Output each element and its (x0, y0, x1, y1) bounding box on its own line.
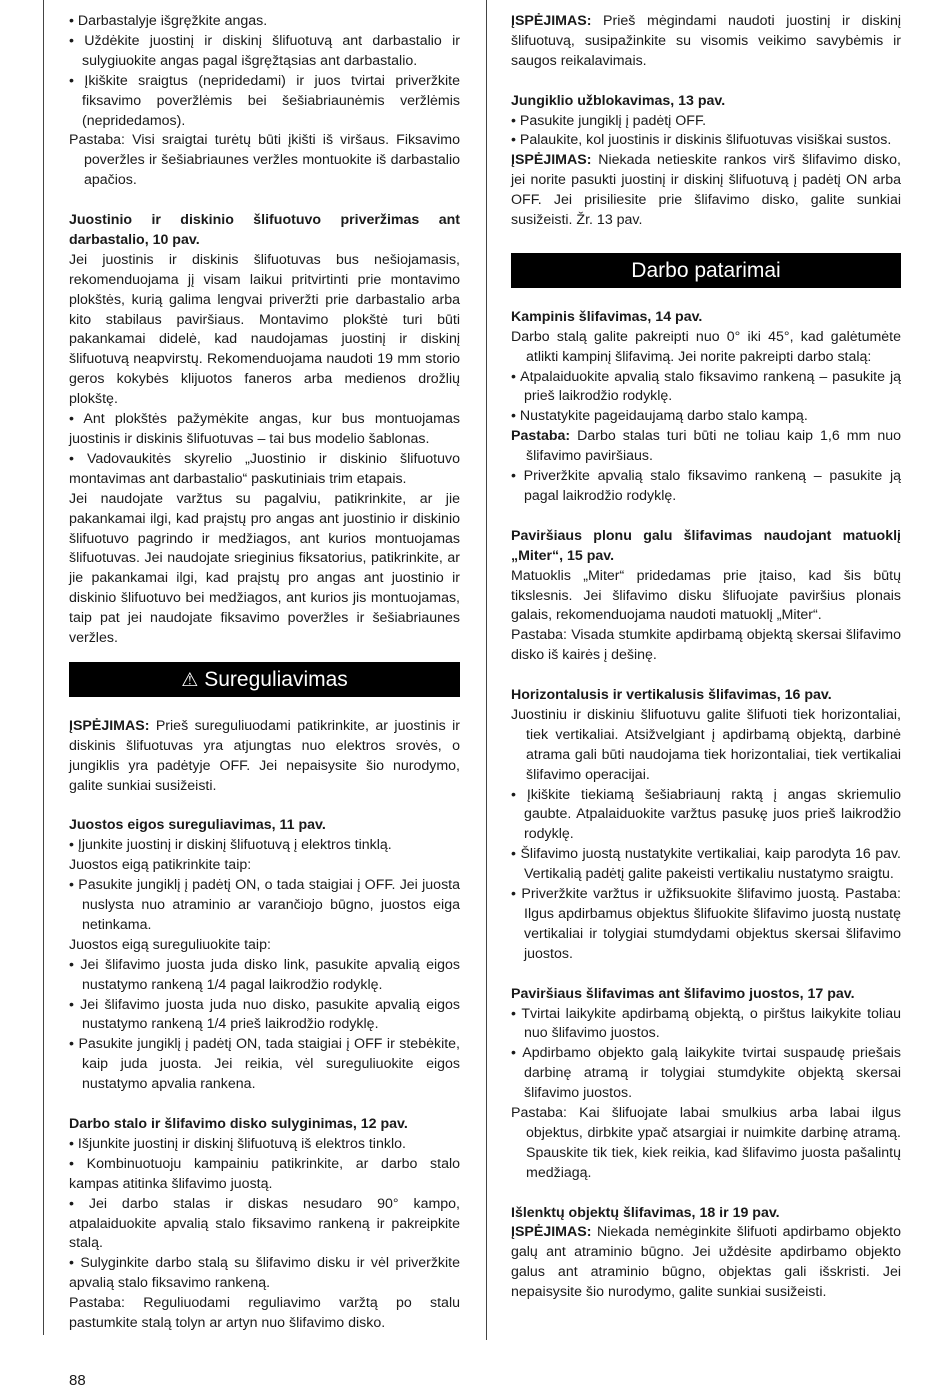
paragraph: Jei juostinis ir diskinis šlifuotuvas bus nešiojamasis, rekomenduojama jį visam laikui pritvirtinti prie montavimo plokštės, kurią galima lengvai priveržti prie darbastalio arba kito stabilaus paviršiaus. Montavimo plokštė turi būti pakankamai didelė, kad naudojamas juostinį ir diskinį šlifuotuvą neapvirstų. Rekomenduojama naudoti 19 mm storio geros kokybės klijuotos faneros arba medienos drožlių plokštę. (69, 251, 460, 408)
paragraph: Pastaba: Visada stumkite apdirbamą objektą skersai šlifavimo disko iš kairės į dešinę. (511, 627, 901, 664)
note-label: Pastaba: (511, 428, 571, 445)
paragraph: Juostos eigą sureguliuokite taip: (69, 936, 271, 953)
warning-paragraph (511, 12, 901, 72)
paragraph: • Nustatykite pageidaujamą darbo stalo kampą. (511, 408, 808, 425)
banner-title: Sureguliavimas (204, 667, 348, 691)
warning-paragraph (511, 1223, 901, 1303)
paragraph: • Pasukite jungiklį į padėtį ON, o tada staigiai į OFF. Jei juosta nuslysta nuo atraminio ar varančiojo būgno, juostos eiga netinkama. (69, 877, 460, 933)
section-heading: Juostinio ir diskinio šlifuotuvo priveržimas ant darbastalio, 10 pav. (69, 212, 460, 248)
warning-paragraph (511, 151, 901, 231)
section-heading: Kampinis šlifavimas, 14 pav. (511, 308, 703, 325)
warning-text: Prieš mėgindami naudoti juostinį ir diskinį šlifuotuvą, susipažinkite su visomis veikimo savybėmis ir saugos reikalavimais. (511, 13, 901, 69)
paragraph: • Tvirtai laikykite apdirbamą objektą, o pirštus laikykite toliau nuo šlifavimo juostos. (511, 1005, 901, 1042)
left-margin-rule (43, 0, 44, 1335)
paragraph: • Įkiškite sraigtus (nepridedami) ir juos tvirtai priveržkite fiksavimo poveržlėmis bei šešiabriaunėmis veržlėmis (nepridedamos). (69, 72, 460, 129)
paragraph: • Uždėkite juostinį ir diskinį šlifuotuvą ant darbastalio ir sulygiuokite angas pagal išgręžtąsias ant darbastalio. (69, 32, 460, 69)
warning-text: Niekada nemėginkite šlifuoti apdirbamo objekto galų ant atraminio būgno. Jei uždėsite apdirbamo objekto galus ant atraminio būgno, objektas gali išskristi. Jei nepaisysite šio nurodymo, galite sunkiai susižeisti. (511, 1224, 901, 1301)
paragraph: • Priveržkite apvalią stalo fiksavimo rankeną – pasukite ją pagal laikrodžio rodyklę. (511, 468, 901, 504)
section-heading: Juostos eigos sureguliavimas, 11 pav. (69, 817, 326, 834)
column-divider (486, 0, 487, 1340)
warning-paragraph (69, 717, 460, 797)
paragraph: • Šlifavimo juostą nustatykite vertikaliai, kaip parodyta 16 pav. Vertikalią padėtį galite pakeisti vertikaliu nustatymo sraigtu. (511, 846, 901, 883)
paragraph: • Darbastalyje išgręžkite angas. (69, 13, 268, 29)
section-heading: Išlenktų objektų šlifavimas, 18 ir 19 pav. (511, 1204, 780, 1221)
paragraph: • Priveržkite varžtus ir užfiksuokite šlifavimo juostą. Pastaba: Ilgus apdirbamus objektus šlifuokite šlifavimo juostą nustatę vertikaliai ir tolygiai stumdydami objektus skersai šlifavimo juostos. (511, 886, 901, 962)
paragraph: • Ant plokštės pažymėkite angas, kur bus montuojamas juostinis ir diskinis šlifuotuvas – tai bus modelio šablonas. (69, 411, 460, 448)
page-number: 88 (69, 1372, 86, 1389)
paragraph: • Pasukite jungiklį į padėtį ON, tada staigiai į OFF ir stebėkite, kaip juda juosta. Jei reikia, vėl sureguliuokite eigos nustatymo apvalia rankena. (69, 1036, 460, 1093)
section-heading: Jungiklio užblokavimas, 13 pav. (511, 92, 726, 109)
paragraph: Juostos eigą patikrinkite taip: (69, 857, 252, 874)
paragraph: Juostiniu ir diskiniu šlifuotuvu galite šlifuoti tiek horizontaliai, tiek vertikaliai. Atsižvelgiant į apdirbamą objektą, darbinė atrama gali būti naudojama tiek horizontaliai, tiek vertikaliai šlifavimo operacijai. (511, 706, 901, 783)
section-heading: Paviršiaus plonu galu šlifavimas naudojant matuoklį „Miter“, 15 pav. (511, 527, 901, 564)
paragraph: • Išjunkite juostinį ir diskinį šlifuotuvą iš elektros tinklo. (69, 1135, 406, 1152)
paragraph: • Įjunkite juostinį ir diskinį šlifuotuvą į elektros tinklą. (69, 837, 392, 854)
paragraph: • Vadovaukitės skyrelio „Juostinio ir diskinio šlifuotuvo montavimas ant darbastalio“ paskutiniais trim etapais. (69, 450, 460, 487)
warning-triangle-icon: ⚠ (181, 669, 199, 691)
paragraph: Pastaba: Reguliuodami reguliavimo varžtą po stalu pastumkite stalą tolyn ar artyn nuo šlifavimo disko. (69, 1295, 460, 1332)
section-heading: Paviršiaus šlifavimas ant šlifavimo juostos, 17 pav. (511, 985, 855, 1002)
paragraph: • Kombinuotuoju kampainiu patikrinkite, ar darbo stalo kampas atitinka šlifavimo juostą. (69, 1155, 460, 1192)
warning-text: Prieš sureguliuodami patikrinkite, ar juostinis ir diskinis šlifuotuvas yra atjungtas nuo elektros srovės, o jungiklis yra padėtyje OFF. Jei nepaisysite šio nurodymo, galite sunkiai susižeisti. (69, 717, 460, 794)
section-heading: Horizontalusis ir vertikalusis šlifavimas, 16 pav. (511, 687, 832, 704)
warning-label: ĮSPĖJIMAS: (511, 13, 592, 29)
warning-label: ĮSPĖJIMAS: (511, 1224, 592, 1241)
paragraph: • Apdirbamo objekto galą laikykite tvirtai suspaudę priešais darbinę atramą ir tolygiai stumdykite objektą skersai šlifavimo juostos. (511, 1045, 901, 1102)
paragraph: Pastaba: Kai šlifuojate labai smulkius arba labai ilgus objektus, dirbkite ypač atsargiai ir nuimkite darbinę atramą. Spauskite tik tiek, kiek reikia, kad šlifavimo juosta pašalintų medžiagą. (511, 1105, 901, 1181)
warning-label: ĮSPĖJIMAS: (511, 152, 592, 169)
warning-label: ĮSPĖJIMAS: (69, 717, 150, 734)
paragraph: • Įkiškite tiekiamą šešiabriaunį raktą į angas skriemulio gaubte. Atpalaiduokite varžtus pasukę juos prieš laikrodžio rodyklę. (511, 786, 901, 843)
paragraph: Darbo stalą galite pakreipti nuo 0° iki 45°, kad galėtumėte atlikti kampinį šlifavimą. Jei norite pakreipti darbo stalą: (511, 328, 901, 365)
section-heading: Darbo stalo ir šlifavimo disko sulyginimas, 12 pav. (69, 1115, 408, 1132)
section-banner-adjustments (69, 662, 460, 697)
note-text: Darbo stalas turi būti ne toliau kaip 1,6 mm nuo šlifavimo paviršiaus. (526, 428, 901, 465)
section-banner-work-tips: Darbo patarimai (511, 253, 901, 288)
paragraph: • Jei šlifavimo juosta juda nuo disko, pasukite apvalią eigos nustatymo rankeną 1/4 prieš laikrodžio rodyklę. (69, 996, 460, 1033)
paragraph: • Jei šlifavimo juosta juda disko link, pasukite apvalią eigos nustatymo rankeną 1/4 pagal laikrodžio rodyklę. (69, 956, 460, 993)
paragraph: Pastaba: Visi sraigtai turėtų būti įkišti iš viršaus. Fiksavimo poveržles ir šešiabriaunes veržles montuokite iš darbastalio apačios. (69, 132, 460, 189)
warning-text: Niekada netieskite rankos virš šlifavimo disko, jei norite pasukti juostinį ir diskinį šlifuotuvą į padėtį ON arba OFF. Jei prisiliesite prie šlifavimo disko, galite sunkiai susižeisti. Žr. 13 pav. (511, 152, 901, 229)
paragraph: • Pasukite jungiklį į padėtį OFF. (511, 112, 707, 129)
note-paragraph (511, 427, 901, 467)
paragraph: • Atpalaiduokite apvalią stalo fiksavimo rankeną – pasukite ją prieš laikrodžio rodyklę. (511, 368, 901, 405)
paragraph: • Sulyginkite darbo stalą su šlifavimo disku ir vėl priveržkite apvalią stalo fiksavimo rankeną. (69, 1255, 460, 1292)
right-column (511, 12, 901, 1303)
paragraph: • Jei darbo stalas ir diskas nesudaro 90° kampo, atpalaiduokite apvalią stalo fiksavimo rankeną ir pakreipkite stalą. (69, 1195, 460, 1252)
left-column (69, 12, 460, 1334)
paragraph: • Palaukite, kol juostinis ir diskinis šlifuotuvas visiškai sustos. (511, 132, 892, 149)
paragraph: Matuoklis „Miter“ pridedamas prie įtaiso, kad šis būtų tikslesnis. Jei šlifavimo disku šlifuojate paviršius plonais galais, rekomenduojama naudoti matuoklį „Miter“. (511, 567, 901, 624)
paragraph: Jei naudojate varžtus su pagalviu, patikrinkite, ar jie pakankamai ilgi, kad praįstų pro angas ant juostinio ir diskinio šlifuotuvo pagrindo ir medžiagos, ant kurios montuojamas šlifuotuvas. Jei naudojate srieginius fiksatorius, patikrinkite, ar jie pakankamai ilgi, kad praįstų pro angas ant juostinio ir diskinio šlifuotuvo bei medžiagos, ant kurios jis montuojamas, taip pat jei naudojate fiksavimo poveržles ir šešiabriaunes veržles. (69, 490, 460, 647)
